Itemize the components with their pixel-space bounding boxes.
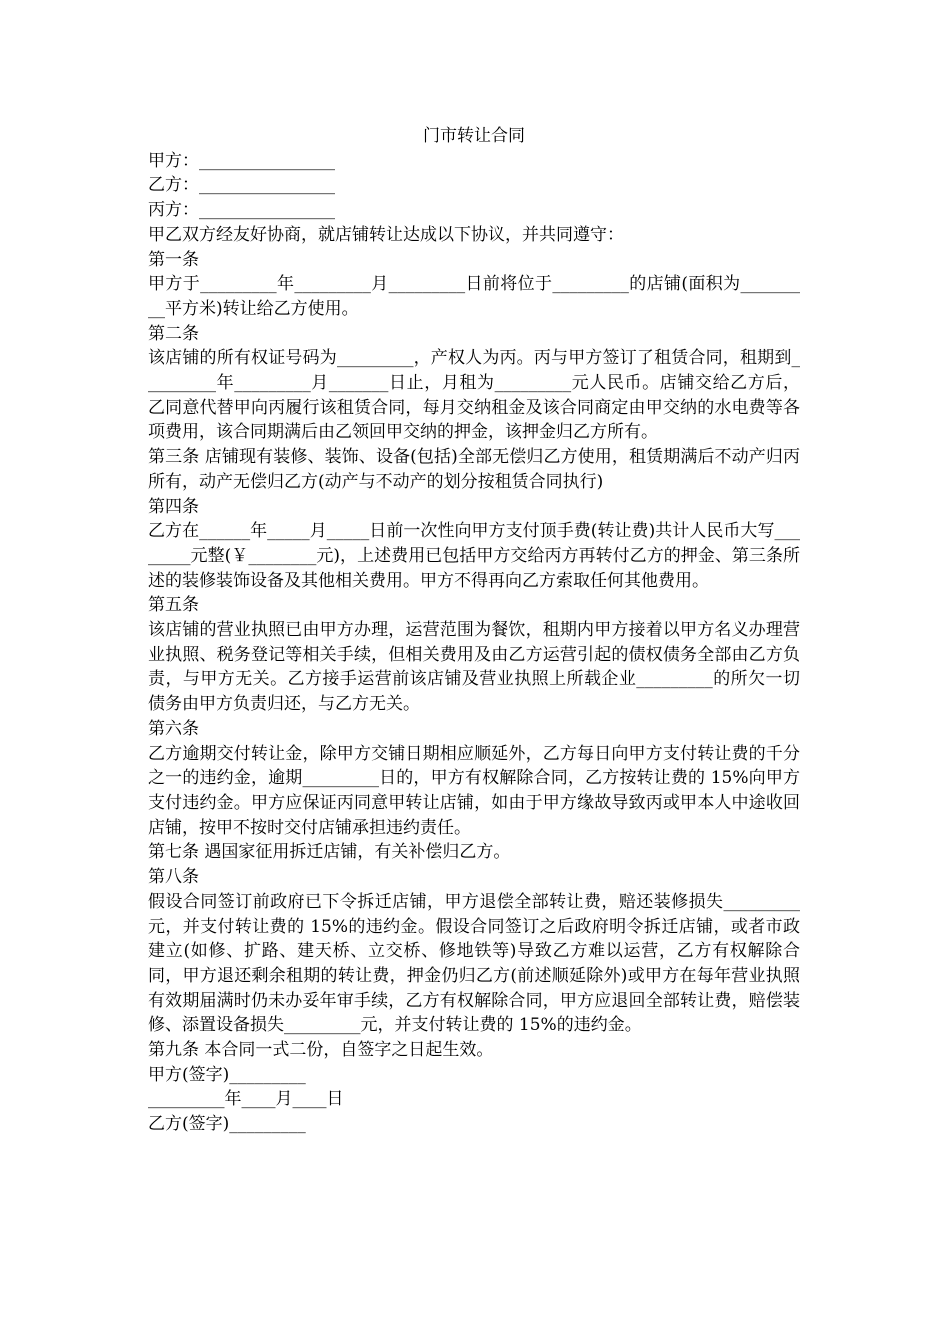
document-title: 门市转让合同 [423,126,525,146]
article-2-text: 该店铺的所有权证号码为_________，产权人为丙。丙与甲方签订了租赁合同，租期到_________年_________月_______日止，月租为_________元人民币。店铺交给乙方后，乙同意代替甲向丙履行该租赁合同，每月交纳租金及该合同商定由甲交纳的水电费等各项费用，该合同期满后由乙领回甲交纳的押金，该押金归乙方所有。 [148,348,800,443]
signature-date: _________年____月____日 [148,1089,344,1110]
article-2-heading: 第二条 [148,323,199,344]
signature-party-b: 乙方(签字)_________ [148,1114,306,1135]
signature-party-a: 甲方(签字)_________ [148,1064,306,1085]
article-5-heading: 第五条 [148,595,199,616]
article-9-text: 第九条 本合同一式二份，自签字之日起生效。 [148,1040,494,1061]
intro-paragraph: 甲乙双方经友好协商，就店铺转让达成以下协议，并共同遵守： [148,224,624,245]
party-b-line: 乙方：________________ [148,175,335,196]
article-5-text: 该店铺的营业执照已由甲方办理，运营范围为餐饮，租期内甲方接着以甲方名义办理营业执照、税务登记等相关手续，但相关费用及由乙方运营引起的债权债务全部由乙方负责，与甲方无关。乙方接手运营前该店铺及营业执照上所载企业_________的所欠一切债务由甲方负责归还，与乙方无关。 [148,620,800,715]
party-c-line: 丙方：________________ [148,200,335,221]
contract-page [148,124,800,1137]
article-3-text: 第三条 店铺现有装修、装饰、设备(包括)全部无偿归乙方使用，租赁期满后不动产归丙所有，动产无偿归乙方(动产与不动产的划分按租赁合同执行) [148,447,800,492]
party-a-line: 甲方：________________ [148,150,335,171]
article-7-text: 第七条 遇国家征用拆迁店铺，有关补偿归乙方。 [148,842,511,863]
article-1-text: 甲方于_________年_________月_________日前将位于_________的店铺(面积为_________平方米)转让给乙方使用。 [148,274,800,319]
article-8-heading: 第八条 [148,867,199,888]
article-8-text: 假设合同签订前政府已下令拆迁店铺，甲方退偿全部转让费，赔还装修损失_________元，并支付转让费的 15%的违约金。假设合同签订之后政府明令拆迁店铺，或者市政建立(如修、扩路、建天桥、立交桥、修地铁等)导致乙方难以运营，乙方有权解除合同，甲方退还剩余租期的转让费，押金仍归乙方(前述顺延除外)或甲方在每年营业执照有效期届满时仍未办妥年审手续，乙方有权解除合同，甲方应退回全部转让费，赔偿装修、添置设备损失_________元，并支付转让费的 15%的违约金。 [148,891,800,1036]
article-1-heading: 第一条 [148,249,199,270]
article-4-text: 乙方在______年_____月_____日前一次性向甲方支付顶手费(转让费)共计人民币大写________元整(￥________元)，上述费用已包括甲方交给丙方再转付乙方的押金、第三条所述的装修装饰设备及其他相关费用。甲方不得再向乙方索取任何其他费用。 [148,521,800,591]
article-6-heading: 第六条 [148,718,199,739]
article-4-heading: 第四条 [148,496,199,517]
article-6-text: 乙方逾期交付转让金，除甲方交铺日期相应顺延外，乙方每日向甲方支付转让费的千分之一的违约金，逾期_________日的，甲方有权解除合同，乙方按转让费的 15%向甲方支付违约金。甲方应保证丙同意甲转让店铺，如由于甲方缘故导致丙或甲本人中途收回店铺，按甲不按时交付店铺承担违约责任。 [148,743,800,838]
